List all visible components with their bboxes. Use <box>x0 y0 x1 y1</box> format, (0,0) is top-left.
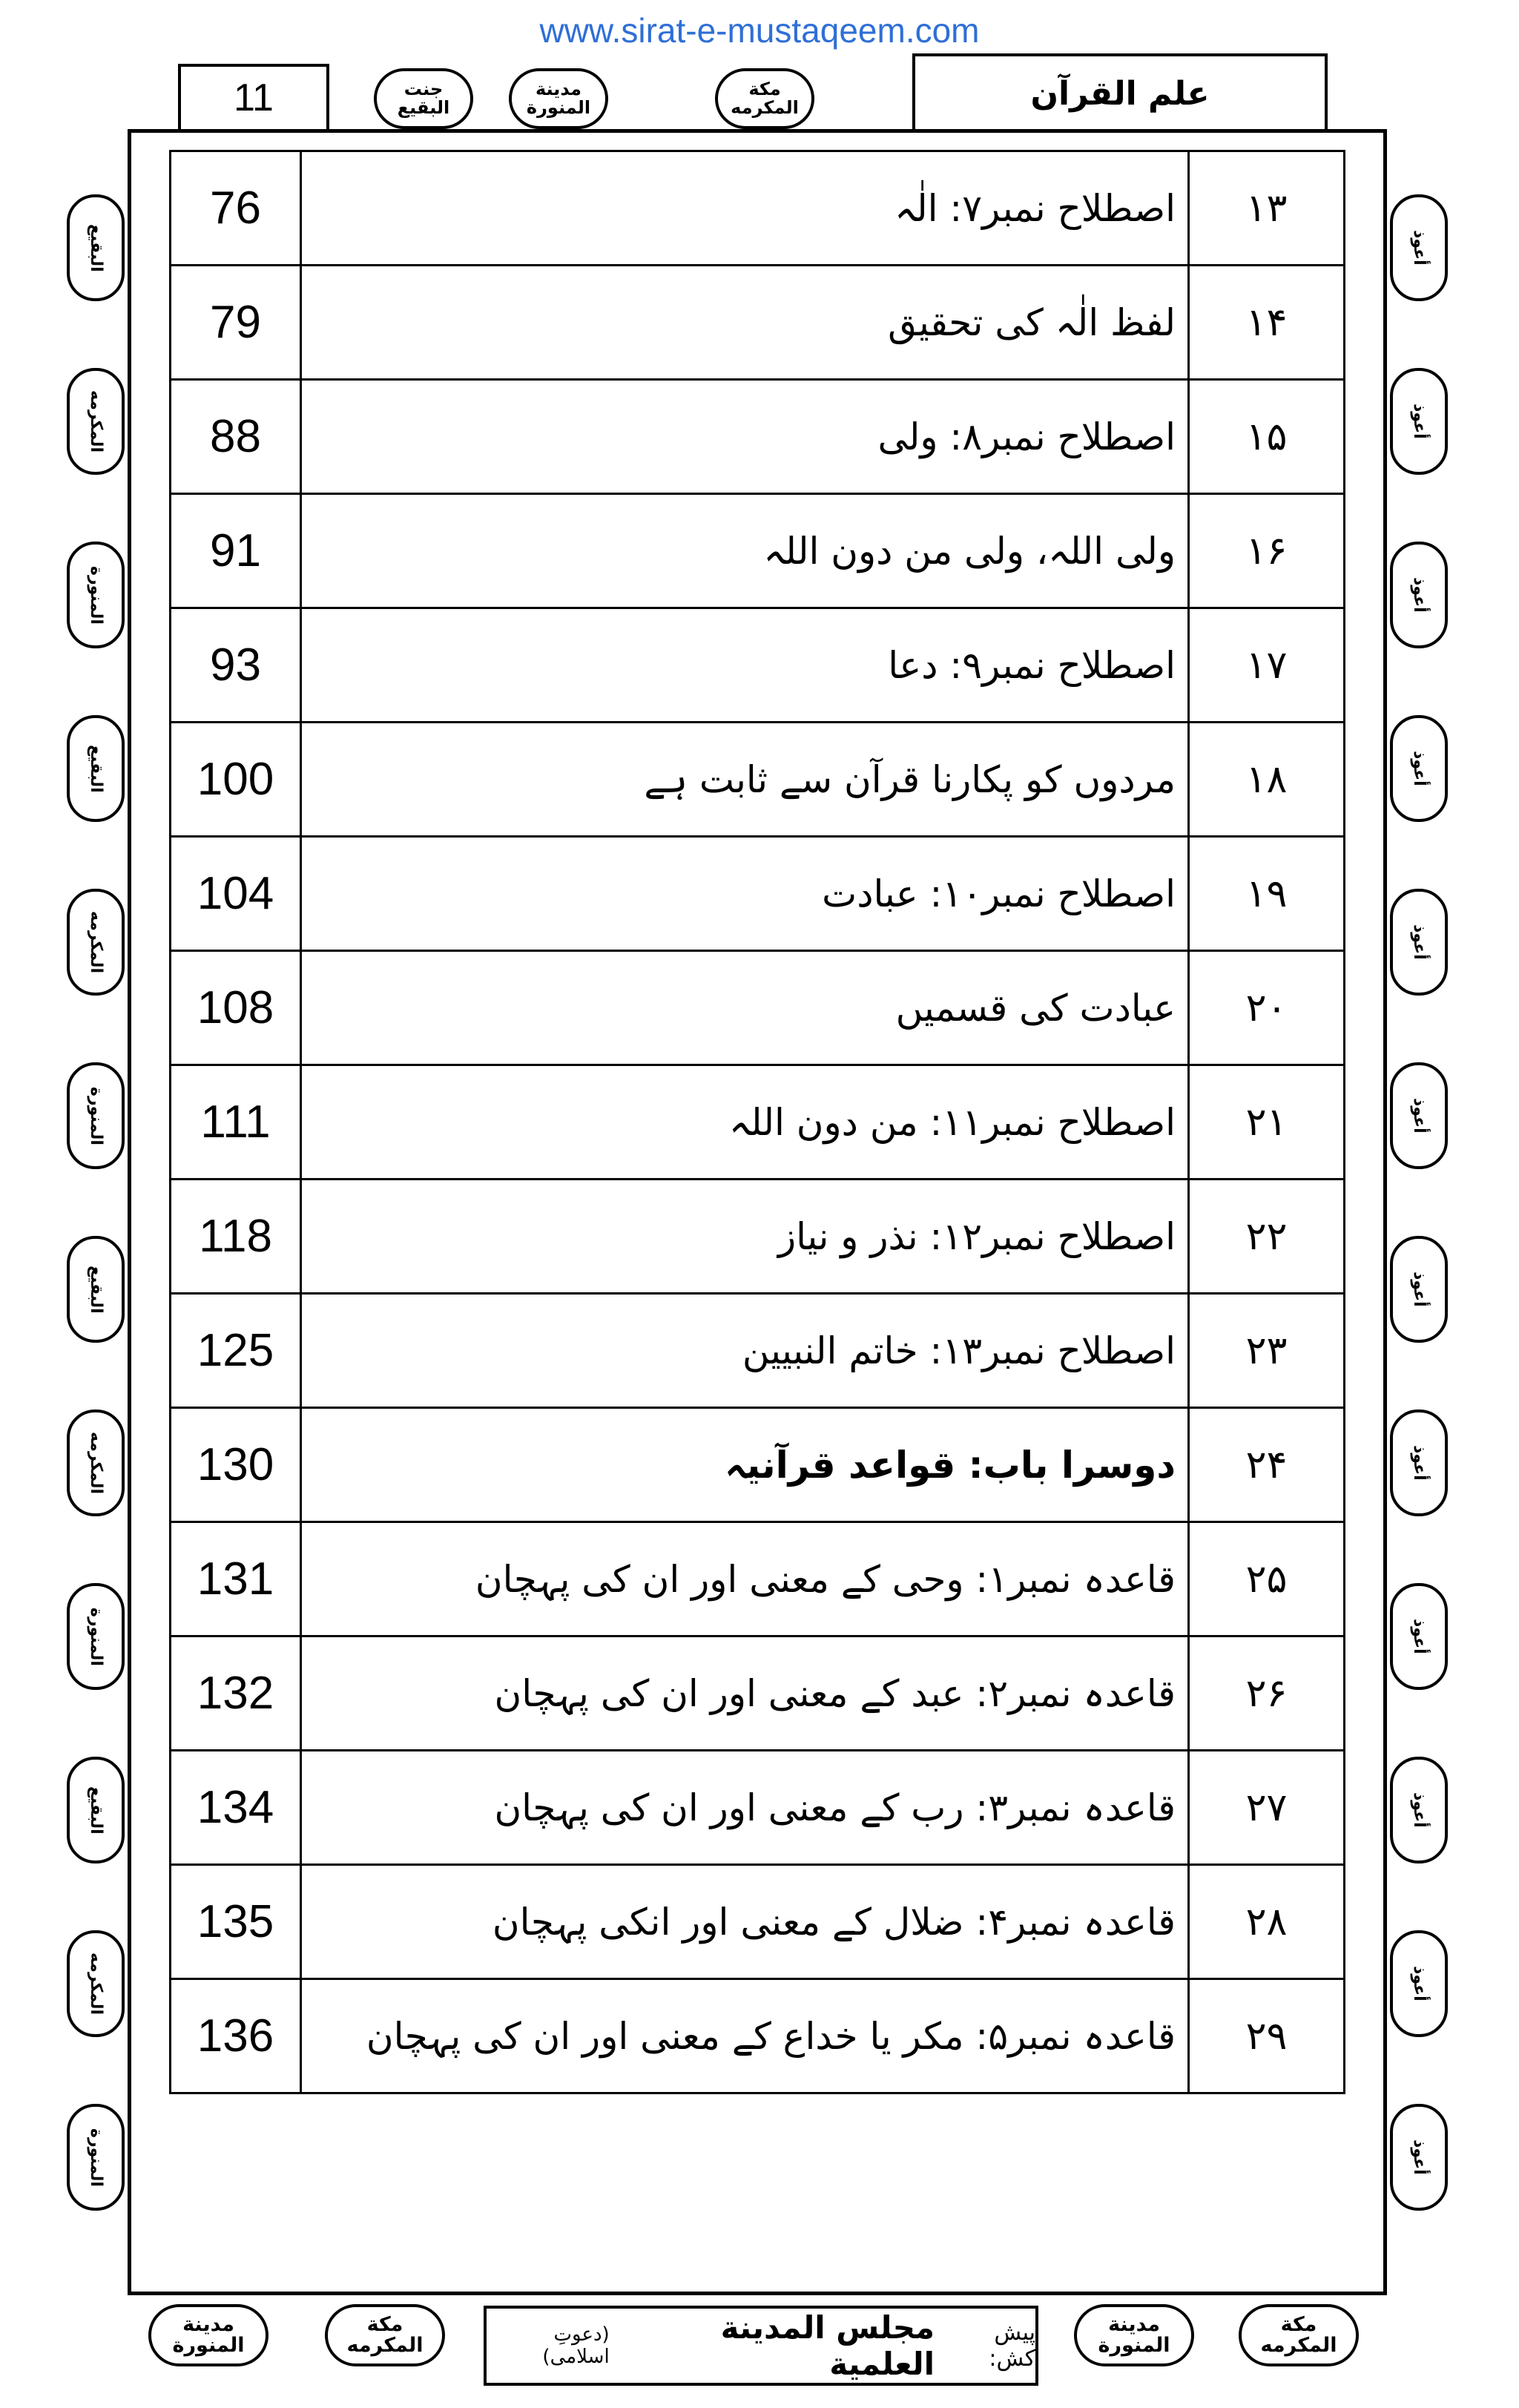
toc-entry-number: ۱۶ <box>1189 494 1345 608</box>
right-ornament-seal <box>1390 368 1448 475</box>
toc-page-number: 104 <box>171 837 301 951</box>
toc-entry-number: ۲۸ <box>1189 1865 1345 1979</box>
ornament-text: أعوذ <box>1410 1445 1429 1481</box>
seal-line: المكرمه <box>346 2334 424 2357</box>
ornament-text: أعوذ <box>1410 1966 1429 2001</box>
left-ornament-seal <box>67 1583 125 1690</box>
toc-entry-number: ۱۴ <box>1189 266 1345 380</box>
toc-page-number: 130 <box>171 1408 301 1522</box>
seal-line: مكة <box>1280 2312 1317 2336</box>
publisher-credit <box>484 2306 1038 2386</box>
header-seal-jannat <box>374 68 473 129</box>
toc-entry-number: ۲۹ <box>1189 1979 1345 2093</box>
seal-line: المكرمه <box>1260 2334 1337 2357</box>
toc-entry-title: اصطلاح نمبر۱۱: من دون اللہ <box>301 1065 1189 1180</box>
ornament-text: البقيع <box>87 223 106 272</box>
toc-entry-number: ۲۱ <box>1189 1065 1345 1180</box>
toc-row <box>171 1065 1345 1180</box>
toc-entry-number: ۲۵ <box>1189 1522 1345 1636</box>
right-ornament-seal <box>1390 542 1448 648</box>
toc-entry-title: قاعدہ نمبر۵: مکر یا خداع کے معنی اور ان کی پہچان <box>301 1979 1189 2093</box>
toc-entry-number: ۲۷ <box>1189 1751 1345 1865</box>
seal-line: المنورة <box>1098 2334 1170 2357</box>
toc-entry-title: عبادت کی قسمیں <box>301 951 1189 1065</box>
toc-entry-title: لفظ الٰہ کی تحقیق <box>301 266 1189 380</box>
toc-page-number: 111 <box>171 1065 301 1180</box>
toc-page-number: 125 <box>171 1294 301 1408</box>
toc-row <box>171 1294 1345 1408</box>
right-ornament-seal <box>1390 889 1448 996</box>
seal-line: المنورة <box>172 2334 245 2357</box>
left-ornament-seal <box>67 715 125 822</box>
publisher-subtitle: (دعوتِ اسلامی) <box>542 2323 610 2368</box>
toc-page-number: 131 <box>171 1522 301 1636</box>
running-title: علم القرآن <box>912 53 1328 134</box>
toc-entry-title: قاعدہ نمبر۱: وحی کے معنی اور ان کی پہچان <box>301 1522 1189 1636</box>
toc-row <box>171 266 1345 380</box>
ornament-text: أعوذ <box>1410 1619 1429 1654</box>
toc-row <box>171 1979 1345 2093</box>
toc-entry-number: ۱۸ <box>1189 723 1345 837</box>
toc-row <box>171 1180 1345 1294</box>
left-ornament-seal <box>67 194 125 301</box>
ornament-text: المنورة <box>87 2128 106 2187</box>
ornament-text: أعوذ <box>1410 751 1429 786</box>
right-ornament-seal <box>1390 1757 1448 1863</box>
toc-entry-title: دوسرا باب: قواعد قرآنیہ <box>301 1408 1189 1522</box>
toc-entry-title: ولی اللہ، ولی من دون اللہ <box>301 494 1189 608</box>
page-number: 11 <box>178 64 329 132</box>
right-ornament-seal <box>1390 715 1448 822</box>
seal-line: مدينة <box>182 2312 234 2336</box>
toc-entry-title: قاعدہ نمبر۳: رب کے معنی اور ان کی پہچان <box>301 1751 1189 1865</box>
toc-entry-number: ۲۶ <box>1189 1636 1345 1751</box>
ornament-text: البقيع <box>87 1265 106 1314</box>
toc-entry-title: اصطلاح نمبر۹: دعا <box>301 608 1189 723</box>
left-ornament-seal <box>67 1409 125 1516</box>
toc-row <box>171 1865 1345 1979</box>
right-ornament-seal <box>1390 194 1448 301</box>
right-ornament-seal <box>1390 1409 1448 1516</box>
toc-entry-number: ۱۹ <box>1189 837 1345 951</box>
toc-entry-number: ۱۳ <box>1189 151 1345 266</box>
right-ornament-seal <box>1390 1062 1448 1169</box>
right-ornament-seal <box>1390 1930 1448 2037</box>
left-ornament-seal <box>67 542 125 648</box>
publisher-name: مجلس المدينة العلمية <box>720 2309 935 2382</box>
toc-entry-title: قاعدہ نمبر۲: عبد کے معنی اور ان کی پہچان <box>301 1636 1189 1751</box>
toc-entry-title: اصطلاح نمبر۱۰: عبادت <box>301 837 1189 951</box>
presented-by-label: پیش کش: <box>989 2320 1035 2372</box>
ornament-text: البقيع <box>87 744 106 793</box>
ornament-text: أعوذ <box>1410 1098 1429 1134</box>
ornament-text: المكرمه <box>87 390 106 453</box>
ornament-text: المكرمه <box>87 1953 106 2015</box>
seal-line: المنورة <box>526 97 591 118</box>
ornament-text: أعوذ <box>1410 1792 1429 1828</box>
toc-entry-title: مردوں کو پکارنا قرآن سے ثابت ہے <box>301 723 1189 837</box>
toc-page-number: 88 <box>171 380 301 494</box>
toc-row <box>171 608 1345 723</box>
toc-page-number: 93 <box>171 608 301 723</box>
toc-entry-number: ۱۷ <box>1189 608 1345 723</box>
seal-line: مكة <box>366 2312 403 2336</box>
ornament-text: أعوذ <box>1410 577 1429 613</box>
right-ornament-seal <box>1390 2104 1448 2211</box>
toc-entry-title: اصطلاح نمبر۸: ولی <box>301 380 1189 494</box>
footer-seal-madina-2 <box>1074 2304 1194 2366</box>
toc-entry-title: اصطلاح نمبر۱۲: نذر و نیاز <box>301 1180 1189 1294</box>
toc-page-number: 132 <box>171 1636 301 1751</box>
toc-entry-title: اصطلاح نمبر۱۳: خاتم النبیین <box>301 1294 1189 1408</box>
seal-line: جنت <box>403 78 444 99</box>
toc-entry-number: ۲۳ <box>1189 1294 1345 1408</box>
left-ornament-seal <box>67 1236 125 1343</box>
toc-entry-number: ۲۰ <box>1189 951 1345 1065</box>
toc-page-number: 100 <box>171 723 301 837</box>
footer-seal-makka-1 <box>325 2304 445 2366</box>
footer-seal-makka-2 <box>1239 2304 1359 2366</box>
toc-row <box>171 1636 1345 1751</box>
ornament-text: المنورة <box>87 1607 106 1666</box>
seal-line: المكرمه <box>731 97 799 118</box>
ornament-text: البقيع <box>87 1786 106 1835</box>
ornament-text: أعوذ <box>1410 2139 1429 2175</box>
ornament-text: أعوذ <box>1410 1272 1429 1307</box>
ornament-text: أعوذ <box>1410 230 1429 266</box>
ornament-text: المكرمه <box>87 911 106 973</box>
toc-page-number: 76 <box>171 151 301 266</box>
toc-row <box>171 723 1345 837</box>
toc-row <box>171 151 1345 266</box>
ornament-text: المكرمه <box>87 1432 106 1494</box>
seal-line: مدينة <box>535 78 582 99</box>
toc-entry-title: قاعدہ نمبر۴: ضلال کے معنی اور انکی پہچان <box>301 1865 1189 1979</box>
toc-row <box>171 380 1345 494</box>
footer-seal-madina-1 <box>148 2304 268 2366</box>
right-ornament-seal <box>1390 1583 1448 1690</box>
left-ornament-seal <box>67 368 125 475</box>
toc-page-number: 134 <box>171 1751 301 1865</box>
toc-entry-number: ۲۴ <box>1189 1408 1345 1522</box>
toc-page-number: 136 <box>171 1979 301 2093</box>
toc-row <box>171 1522 1345 1636</box>
left-ornament-seal <box>67 2104 125 2211</box>
left-ornament-seal <box>67 1757 125 1863</box>
left-ornament-seal <box>67 1930 125 2037</box>
header-seal-makka <box>715 68 814 129</box>
ornament-text: أعوذ <box>1410 924 1429 960</box>
toc-table <box>169 150 1345 2094</box>
ornament-text: أعوذ <box>1410 404 1429 439</box>
seal-line: البقيع <box>397 97 450 118</box>
toc-page-number: 91 <box>171 494 301 608</box>
toc-row <box>171 1408 1345 1522</box>
toc-page-number: 108 <box>171 951 301 1065</box>
toc-row <box>171 1751 1345 1865</box>
toc-entry-number: ۱۵ <box>1189 380 1345 494</box>
seal-line: مدينة <box>1108 2312 1160 2336</box>
ornament-text: المنورة <box>87 1086 106 1145</box>
toc-row <box>171 494 1345 608</box>
toc-entry-number: ۲۲ <box>1189 1180 1345 1294</box>
seal-line: مكة <box>748 78 781 99</box>
toc-page-number: 79 <box>171 266 301 380</box>
toc-page-number: 118 <box>171 1180 301 1294</box>
site-url: www.sirat-e-mustaqeem.com <box>539 11 980 50</box>
ornament-text: المنورة <box>87 565 106 625</box>
left-ornament-seal <box>67 889 125 996</box>
toc-entry-title: اصطلاح نمبر۷: الٰہ <box>301 151 1189 266</box>
header-seal-madina <box>509 68 608 129</box>
toc-row <box>171 837 1345 951</box>
right-ornament-seal <box>1390 1236 1448 1343</box>
left-ornament-seal <box>67 1062 125 1169</box>
toc-page-number: 135 <box>171 1865 301 1979</box>
toc-row <box>171 951 1345 1065</box>
